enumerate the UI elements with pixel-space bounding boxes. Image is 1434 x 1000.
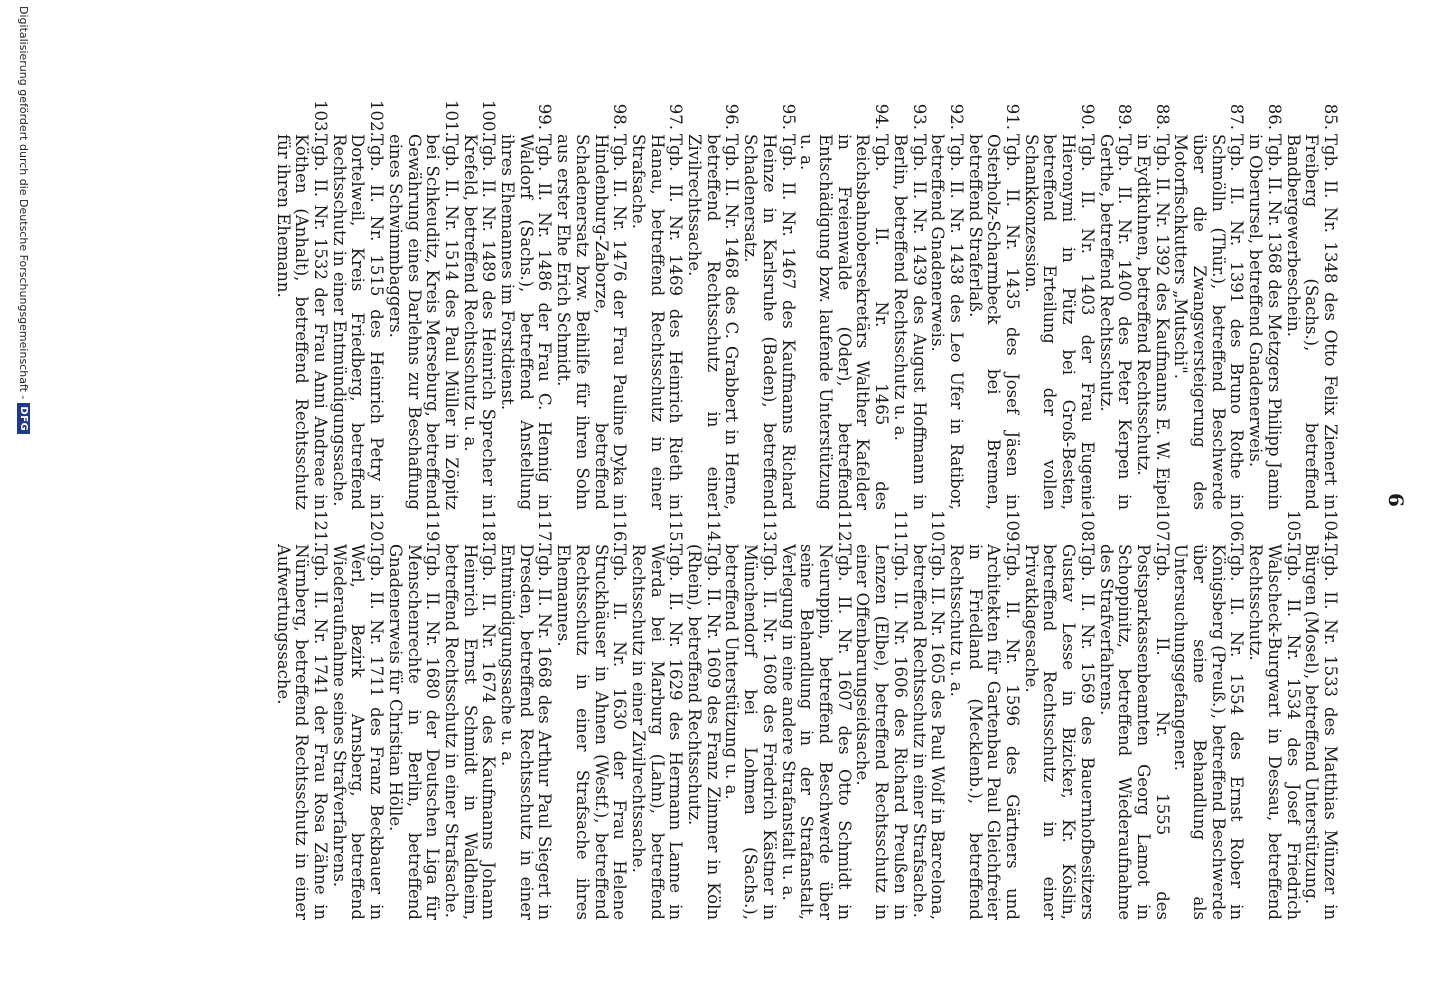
petition-entry (497, 510, 553, 920)
entry-number: 113. (759, 510, 779, 547)
petition-entry (553, 100, 628, 510)
entry-number: 105. (1283, 510, 1303, 547)
petition-entry (1096, 510, 1171, 920)
digitization-footer (17, 6, 30, 434)
petition-entry (1171, 100, 1246, 510)
entry-text: Tgb. II. Nr. 1533 des Matthias Münzer in Bürgen (Mosel), betreffend Unterstützung. (1302, 544, 1340, 920)
petition-entry (1133, 100, 1170, 510)
petition-entry (385, 510, 441, 920)
entry-text: Tgb. II. Nr. 1368 des Metzgers Philipp Jamin in Oberursel, betreffend Gnadenerweis. (1246, 134, 1284, 510)
entry-text: Tgb. II. Nr. 1629 des Hermann Lanne in Werda bei Marburg (Lahn), betreffend Rechtsschutz in einer Zivilrechtssache. (628, 544, 686, 920)
petition-entry (741, 100, 797, 510)
entry-number: 103. (311, 100, 331, 137)
entry-number: 121. (311, 510, 331, 547)
entry-number: 95. (778, 103, 798, 130)
entry-text: Tgb. II. Nr. 1348 des Otto Felix Zienert in Freiberg (Sachs.), betreffend Bandbergewerbeschein. (1283, 134, 1340, 510)
petition-entry (1021, 510, 1096, 920)
entry-number: 85. (1321, 103, 1340, 130)
entry-text: Tgb. II. Nr. 1606 des Richard Preußen in Lenzen (Elbe), betreffend Rechtsschutz in einer Offenbarungseidsache. (853, 544, 910, 920)
petition-entry (778, 510, 853, 920)
petition-entry (329, 510, 385, 920)
entry-text: Tgb. II. Nr. 1608 des Friedrich Kästner in Münchendorf bei Lohmen (Sachs.), betreffend Unterstützung u. a. (722, 544, 779, 920)
petition-entry (684, 510, 721, 920)
petition-entry (441, 510, 497, 920)
entry-text: Tgb. II. Nr. 1476 der Frau Pauline Dyka in Hindenburg-Zaborze, betreffend Schadenersatz bzw. Beihilfe für ihren Sohn aus erster Ehe Erich Schmidt. (554, 134, 630, 510)
entry-text: Tgb. II. Nr. 1605 des Paul Wolf in Barcelona, betreffend Rechtsschutz in einer Strafsache. (909, 544, 948, 920)
petition-entry (628, 100, 684, 510)
entry-text: Tgb. II. Nr. 1569 des Bauernhofbesitzers Gustav Lesse in Bizicker, Kr. Köslin, betreffend Rechtsschutz in einer Privatklagesache. (1021, 544, 1097, 920)
entry-text: Tgb. II. Nr. 1469 des Heinrich Rieth in Hanau, betreffend Rechtsschutz in einer Strafsache. (628, 134, 686, 510)
entry-text: Tgb. II. Nr. 1486 der Frau C. Hennig in Waldorf (Sachs.), betreffend Anstellung ihres Ehemannes im Forstdienst. (498, 134, 555, 510)
entry-number: 119. (423, 510, 443, 547)
petition-entry (273, 100, 329, 510)
entry-number: 88. (1152, 103, 1172, 130)
entry-number: 107. (1152, 510, 1172, 547)
entry-number: 97. (666, 103, 686, 130)
entry-number: 108. (1077, 510, 1097, 547)
petition-entry (1245, 100, 1282, 510)
petition-entry (329, 100, 385, 510)
entry-text: Tgb. II. Nr. 1741 der Frau Rosa Zähne in Nürnberg, betreffend Rechtsschutz in einer Aufwertungssache. (273, 544, 331, 920)
entry-text: Tgb. II. Nr. 1465 des Reichsbahnobersekretärs Walther Kafelder in Freienwalde (Oder), betreffend Entschädigung bzw. laufende Unterstützung u. a. (797, 134, 892, 510)
entry-number: 89. (1115, 103, 1135, 130)
entry-number: 100. (479, 100, 499, 137)
entry-text: Tgb. II. Nr. 1668 des Arthur Paul Siegert in Dresden, betreffend Rechtsschutz in einer Entmündigungssache u. a. (498, 544, 555, 920)
entry-text: Tgb. II. Nr. 1680 der Deutschen Liga für Menschenrechte in Berlin, betreffend Gnadenerweis für Christian Hölle. (385, 544, 443, 920)
petition-entry (460, 100, 497, 510)
petition-entry (1021, 100, 1096, 510)
entry-number: 104. (1321, 510, 1340, 547)
entry-number: 109. (1003, 510, 1023, 547)
entry-text: Tgb. II. Nr. 1711 des Franz Beckbauer in Werl, Bezirk Arnsberg, betreffend Wiederaufnahme seines Strafverfahrens. (329, 544, 387, 920)
petition-entry (1171, 510, 1246, 920)
entry-text: Tgb. II. Nr. 1609 des Franz Zimmer in Köln (Rhein), betreffend Rechtsschutz. (685, 544, 723, 920)
petition-entry (928, 100, 965, 510)
entry-text: Tgb. II. Nr. 1435 des Josef Jäsen in Osterholz-Scharmbeck bei Bremen, betreffend Straferlaß. (965, 134, 1023, 510)
entry-number: 99. (535, 103, 555, 130)
entry-number: 91. (1003, 103, 1023, 130)
entry-text: Tgb. II. Nr. 1467 des Kaufmanns Richard Heinze in Karlsruhe (Baden), betreffend Schadenersatz. (741, 134, 798, 510)
petition-entry (1245, 510, 1301, 920)
petition-entry (497, 100, 553, 510)
right-column (273, 510, 1339, 920)
entry-number: 93. (909, 103, 929, 130)
entry-text: Tgb. II. Nr. 1630 der Frau Helene Struckhäuser in Ahnen (Westf.), betreffend Rechtsschutz in einer Strafsache ihres Ehemannes. (554, 544, 630, 920)
entry-text: Tgb. II. Nr. 1607 des Otto Schmidt in Neuruppin, betreffend Beschwerde über seine Behandlung in der Strafanstalt, Verlegung in eine andere Strafanstalt u. a. (778, 544, 854, 920)
petition-entry (684, 100, 740, 510)
entry-number: 90. (1077, 103, 1097, 130)
entry-number: 115. (666, 510, 686, 547)
entry-text: Tgb. II. Nr. 1554 des Ernst Rober in Königsberg (Preuß.), betreffend Beschwerde über seine Behandlung als Untersuchungsgefangener. (1171, 544, 1247, 920)
entry-number: 112. (834, 510, 854, 547)
entry-text: Tgb. II. Nr. 1534 des Josef Friedrich Walscheck-Burgwart in Dessau, betreffend Rechtsschutz. (1246, 544, 1303, 920)
entry-number: 117. (535, 510, 555, 547)
entry-number: 110. (928, 510, 948, 547)
entry-number: 94. (872, 103, 892, 130)
entry-text: Tgb. II. Nr. 1438 des Leo Ufer in Ratibor, betreffend Gnadenerweis. (928, 134, 966, 510)
entry-text: Tgb. II. Nr. 1400 des Peter Kerpen in Gerthe, betreffend Rechtsschutz. (1096, 134, 1135, 510)
petition-entry (1302, 510, 1339, 920)
petition-entry (1096, 100, 1133, 510)
entry-text: Tgb. II. Nr. 1555 des Postsparkassenbeamten Georg Lamot in Schoppinitz, betreffend Wiederaufnahme des Strafverfahrens. (1096, 544, 1172, 920)
dfg-logo: DFG (17, 403, 30, 434)
entry-text: Tgb. II. Nr. 1596 des Gärtners und Architekten für Gartenbau Paul Gleichfreier in Friedland (Mecklenb.), betreffend Rechtsschutz u. a. (946, 544, 1023, 920)
entry-text: Tgb. II. Nr. 1515 des Heinrich Petry in Dortelweil, Kreis Friedberg, betreffend Rechtsschutz in einer Entmündigungssache. (329, 134, 387, 510)
petition-entry (909, 510, 946, 920)
petition-entry (853, 510, 909, 920)
entry-number: 111. (890, 510, 910, 547)
petition-entry (946, 510, 1021, 920)
entry-text: Tgb. II. Nr. 1468 des C. Grabbert in Herne, betreffend Rechtsschutz in einer Zivilrechtssache. (685, 134, 742, 510)
entry-number: 106. (1227, 510, 1247, 547)
entry-text: Tgb. II. Nr. 1674 des Kaufmanns Johann Heinrich Ernst Schmidt in Waldheim, betreffend Rechtsschutz in einer Strafsache. (441, 544, 499, 920)
petition-entry (890, 100, 927, 510)
entry-text: Tgb. II. Nr. 1392 des Kaufmanns E. W. Eipel in Eydtkuhnen, betreffend Rechtsschutz. (1133, 134, 1172, 510)
entry-text: Tgb. II. Nr. 1489 des Heinrich Sprecher in Krefeld, betreffend Rechtsschutz u. a. (460, 134, 499, 510)
entry-number: 98. (610, 103, 630, 130)
petition-entry (965, 100, 1021, 510)
footer-credit-text: Digitalisierung gefördert durch die Deutsche Forschungsgemeinschaft - (17, 6, 30, 400)
page-number: 6 (1384, 493, 1408, 507)
petition-entry (1283, 100, 1339, 510)
entry-number: 86. (1264, 103, 1284, 130)
petition-entry (385, 100, 460, 510)
entry-number: 87. (1227, 103, 1247, 130)
entry-number: 92. (946, 103, 966, 130)
left-column (273, 100, 1339, 510)
petition-entry (722, 510, 778, 920)
entry-text: Tgb. II. Nr. 1403 der Frau Eugenie Hieronymi in Pütz bei Groß-Besten, betreffend Erteilung der vollen Schankkonzession. (1021, 134, 1097, 510)
entry-number: 101. (441, 100, 461, 137)
petition-entry (273, 510, 329, 920)
petition-entry (553, 510, 628, 920)
entry-text: Tgb. II. Nr. 1532 der Frau Anni Andreae in Köthen (Anhalt), betreffend Rechtsschutz für ihren Ehemann. (273, 134, 331, 510)
entry-number: 96. (722, 103, 742, 130)
petition-entry (628, 510, 684, 920)
entry-number: 118. (479, 510, 499, 547)
entry-text: Tgb. II. Nr. 1514 des Paul Müller in Zöpitz bei Schkeuditz, Kreis Merseburg, betreffend Gewährung eines Darlehns zur Beschaffung eines Schwimmbaggers. (385, 134, 461, 510)
entry-number: 116. (610, 510, 630, 547)
entry-text: Tgb. II. Nr. 1391 des Bruno Rothe in Schmölln (Thür.), betreffend Beschwerde über die Zwangsversteigerung des Motorfischkutters „Mutschi". (1171, 134, 1247, 510)
petition-entry (797, 100, 891, 510)
entry-number: 120. (367, 510, 387, 547)
entry-text: Tgb. II. Nr. 1439 des August Hoffmann in Berlin, betreffend Rechtsschutz u. a. (890, 134, 929, 510)
entry-number: 114. (703, 510, 723, 547)
entry-number: 102. (367, 100, 387, 137)
